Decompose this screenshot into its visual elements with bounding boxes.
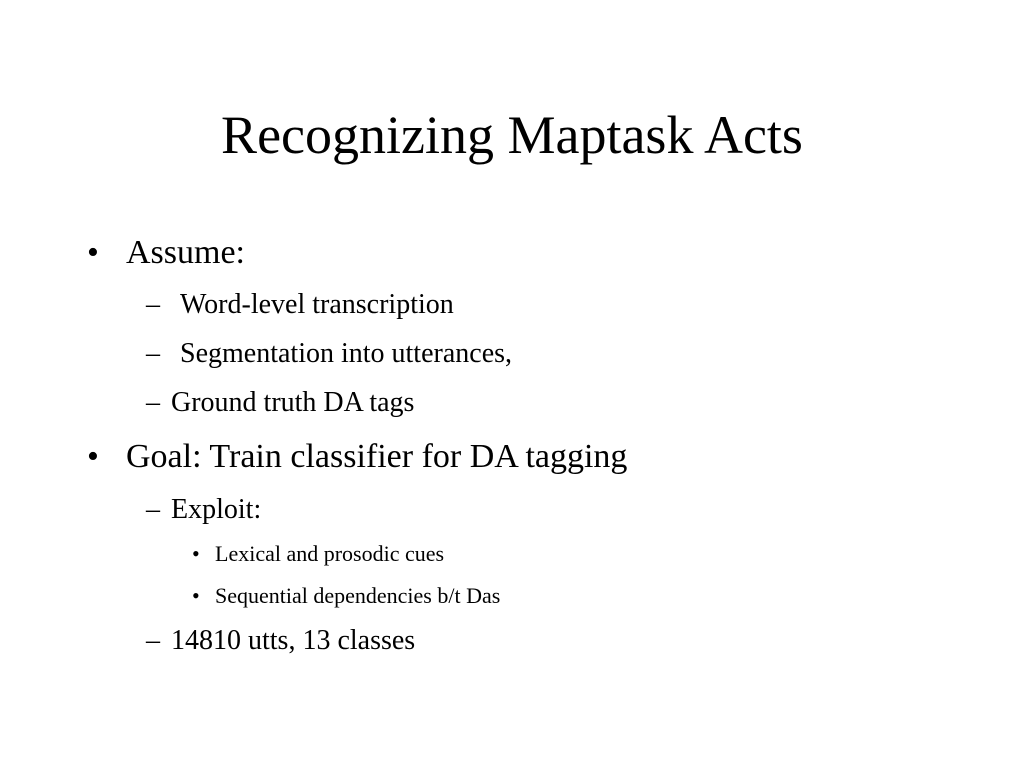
subitem-ground-truth-text: Ground truth DA tags [171, 387, 415, 418]
bullet-goal [0, 437, 1024, 477]
bullet-assume-text: Assume: [126, 234, 245, 271]
subitem-segmentation-text: Segmentation into utterances, [180, 338, 513, 369]
subsubitem-sequential-text: Sequential dependencies b/t Das [215, 583, 501, 608]
bullet-marker: • [87, 438, 99, 475]
bullet-marker: • [192, 583, 200, 608]
subitem-segmentation [0, 337, 1024, 371]
dash-marker: – [146, 387, 160, 418]
bullet-assume [0, 233, 1024, 273]
bullet-goal-text: Goal: Train classifier for DA tagging [126, 438, 628, 475]
subitem-stats-text: 14810 utts, 13 classes [171, 625, 416, 656]
subitem-word-level [0, 288, 1024, 322]
subitem-exploit-text: Exploit: [171, 494, 262, 525]
subsubitem-lexical-text: Lexical and prosodic cues [215, 541, 445, 566]
bullet-marker: • [192, 541, 200, 566]
bullet-marker: • [87, 234, 99, 271]
subitem-ground-truth [0, 386, 1024, 420]
dash-marker: – [146, 494, 160, 525]
subitem-stats [0, 624, 1024, 658]
dash-marker: – [146, 338, 160, 369]
subitem-exploit [0, 493, 1024, 527]
subsubitem-sequential [0, 582, 1024, 610]
subitem-word-level-text: Word-level transcription [180, 289, 454, 320]
dash-marker: – [146, 625, 160, 656]
subsubitem-lexical [0, 540, 1024, 568]
slide-title: Recognizing Maptask Acts [221, 105, 803, 165]
dash-marker: – [146, 289, 160, 320]
